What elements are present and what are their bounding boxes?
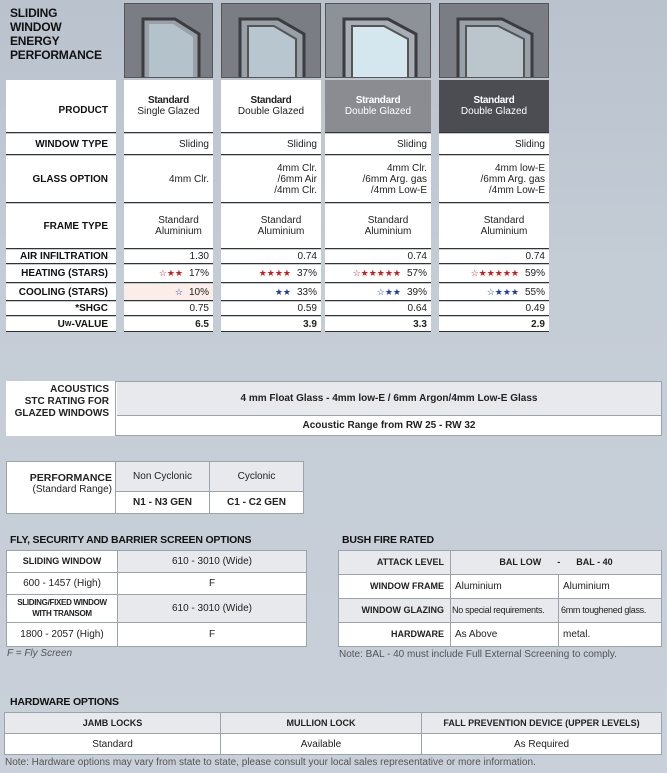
bushfire-title: BUSH FIRE RATED [342,534,434,546]
hardware-label: HARDWARE [339,623,450,646]
window-thumbnail-1 [124,3,213,78]
heating-stars-icon: ☆★★★★★ [470,268,519,278]
shgc-2: 0.59 [221,302,321,315]
non-cyclonic-header: Non Cyclonic [116,462,209,491]
window-glazing-bal-low: No special requirements. [451,599,558,622]
cooling-rating-4: ☆★★★ 55% [439,284,549,300]
heating-rating-4: ☆★★★★★ 59% [439,265,549,282]
heating-rating-3: ☆★★★★★ 57% [325,265,431,282]
sliding-window-height: 600 - 1457 (High) [7,573,117,594]
glass-1: 4mm Clr. [124,156,213,202]
attack-level-label: ATTACK LEVEL [339,551,450,574]
hardware-note: Note: Hardware options may vary from state to state, please consult your local sales representative or more information. [5,757,536,768]
row-label-shgc: *SHGC [6,302,116,315]
window-frame-label: WINDOW FRAME [339,575,450,598]
window-type-1: Sliding [124,134,213,154]
fall-prevention-header: FALL PREVENTION DEVICE (UPPER LEVELS) [422,713,661,733]
heating-rating-2: ★★★★ 37% [221,265,321,282]
frame-3: Standard Aluminium [325,204,431,248]
air-4: 0.74 [439,250,549,263]
cooling-stars-icon: ☆ [174,286,183,297]
page-title: SLIDING WINDOW ENERGY PERFORMANCE [10,6,102,62]
row-label-glass-option: GLASS OPTION [6,156,116,202]
row-label-product: PRODUCT [6,80,116,132]
heating-stars-icon: ★★★★ [258,268,291,278]
glass-3: 4mm Clr. /6mm Arg. gas /4mm Low-E [325,156,431,202]
uw-2: 3.9 [221,317,321,331]
row-label-uw: U W -VALUE [6,317,116,331]
row-label-air: AIR INFILTRATION [6,250,116,263]
row-label-frame-type: FRAME TYPE [6,204,116,248]
window-thumbnail-4 [439,3,549,78]
sliding-window-width: 610 - 3010 (Wide) [118,551,306,572]
window-type-4: Sliding [439,134,549,154]
hardware-title: HARDWARE OPTIONS [10,696,119,708]
window-type-2: Sliding [221,134,321,154]
sliding-window-label: SLIDING WINDOW [7,551,117,572]
window-type-3: Sliding [325,134,431,154]
hardware-bal-40: metal. [559,623,661,646]
shgc-3: 0.64 [325,302,431,315]
uw-3: 3.3 [325,317,431,331]
glass-4: 4mm low-E /6mm Arg. gas /4mm Low-E [439,156,549,202]
heating-stars-icon: ☆★★★★★ [352,268,401,278]
fly-screen-note: F = Fly Screen [7,648,73,659]
product-name-2: Standard Double Glazed [221,80,321,132]
air-3: 0.74 [325,250,431,263]
uw-4: 2.9 [439,317,549,331]
heating-rating-1: ☆★★ 17% [124,265,213,282]
jamb-locks-header: JAMB LOCKS [5,713,220,733]
acoustics-range: Acoustic Range from RW 25 - RW 32 [117,416,661,435]
window-thumbnail-2 [221,3,321,78]
attack-level-values: BAL LOW - BAL - 40 [451,551,661,574]
jamb-locks-value: Standard [5,734,220,754]
transom-window-width: 610 - 3010 (Wide) [118,595,306,622]
row-label-cooling: COOLING (STARS) [6,284,116,300]
cooling-rating-3: ☆★★ 39% [325,284,431,300]
cyclonic-value: C1 - C2 GEN [210,492,303,513]
screens-title: FLY, SECURITY AND BARRIER SCREEN OPTIONS [10,534,252,546]
window-glazing-label: WINDOW GLAZING [339,599,450,622]
cooling-stars-icon: ☆★★ [376,286,401,297]
cyclonic-header: Cyclonic [210,462,303,491]
non-cyclonic-value: N1 - N3 GEN [116,492,209,513]
sliding-window-screen: F [118,573,306,594]
heating-stars-icon: ☆★★ [158,268,183,278]
performance-label: PERFORMANCE (Standard Range) [7,462,115,513]
transom-window-height: 1800 - 2057 (High) [7,623,117,646]
cooling-rating-2: ★★ 33% [221,284,321,300]
window-thumbnail-3 [325,3,431,78]
cooling-rating-1: ☆ 10% [124,284,213,300]
cooling-stars-icon: ☆★★★ [486,286,519,297]
hardware-bal-low: As Above [451,623,558,646]
window-frame-bal-40: Aluminium [559,575,661,598]
air-2: 0.74 [221,250,321,263]
shgc-4: 0.49 [439,302,549,315]
air-1: 1.30 [124,250,213,263]
frame-2: Standard Aluminium [221,204,321,248]
frame-1: Standard Aluminium [124,204,213,248]
uw-1: 6.5 [124,317,213,331]
row-label-window-type: WINDOW TYPE [6,134,116,154]
glass-2: 4mm Clr. /6mm Air /4mm Clr. [221,156,321,202]
product-name-3: Strandard Double Glazed [325,80,431,132]
acoustics-glass: 4 mm Float Glass - 4mm low-E / 6mm Argon/4mm Low-E Glass [117,382,661,415]
mullion-lock-header: MULLION LOCK [221,713,421,733]
fall-prevention-value: As Required [422,734,661,754]
bushfire-note: Note: BAL - 40 must include Full External Screening to comply. [339,649,617,660]
shgc-1: 0.75 [124,302,213,315]
frame-4: Standard Aluminium [439,204,549,248]
acoustics-label: ACOUSTICS STC RATING FOR GLAZED WINDOWS [6,381,116,436]
transom-window-screen: F [118,623,306,646]
cooling-stars-icon: ★★ [274,286,291,297]
window-frame-bal-low: Aluminium [451,575,558,598]
transom-window-label: SLIDING/FIXED WINDOW WITH TRANSOM [7,595,117,622]
product-name-4: Standard Double Glazed [439,80,549,132]
window-glazing-bal-40: 6mm toughened glass. [559,599,661,622]
mullion-lock-value: Available [221,734,421,754]
row-label-heating: HEATING (STARS) [6,265,116,282]
product-name-1: Standard Single Glazed [124,80,213,132]
